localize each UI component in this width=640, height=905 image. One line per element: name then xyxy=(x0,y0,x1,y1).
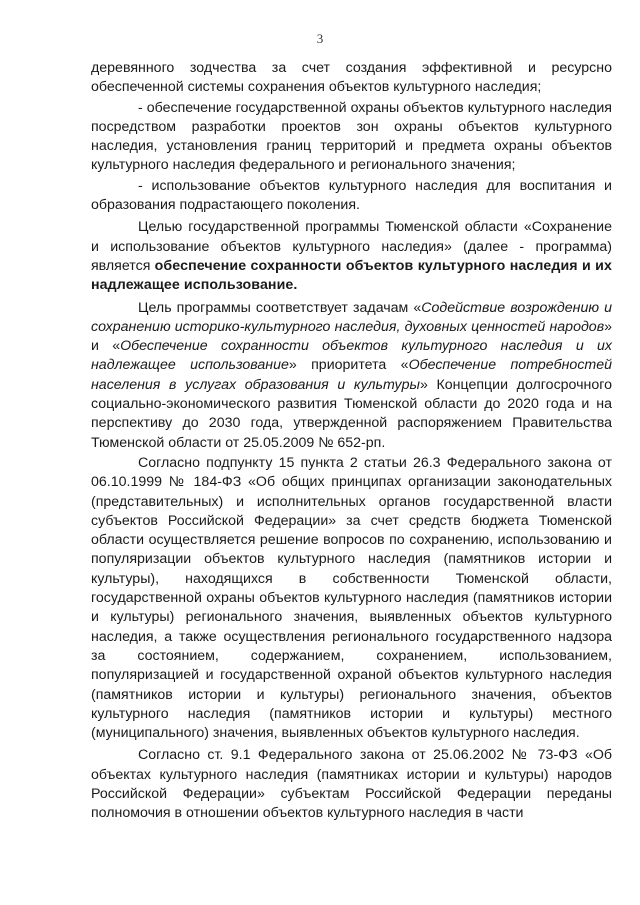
page-number: 3 xyxy=(316,31,324,46)
paragraph-2: - обеспечение государственной охраны объектов культурного наследия посредством разработки проектов зон охраны объектов культурного наследия, установления границ территорий и предмета охраны объектов культурного наследия федерального и регионального значения; xyxy=(91,99,612,174)
paragraph-4 xyxy=(91,218,612,295)
paragraph-6: Согласно подпункту 15 пункта 2 статьи 26.3 Федерального закона от 06.10.1999 № 184-ФЗ «Об общих принципах организации законодательных (представительных) и исполнительных органов государственной власти субъектов Российской Федерации» за счет средств бюджета Тюменской области осуществляется решение вопросов по сохранению, использованию и популяризации объектов культурного наследия (памятников истории и культуры), находящихся в собственности Тюменской области, государственной охраны объектов культурного наследия (памятников истории и культуры) регионального значения, выявленных объектов культурного наследия, а также осуществления регионального государственного надзора за состоянием, содержанием, сохранением, использованием, популяризацией и государственной охраной объектов культурного наследия (памятников истории и культуры) регионального значения, объектов культурного наследия (памятников истории и культуры) местного (муниципального) значения, выявленных объектов культурного наследия. xyxy=(91,454,612,742)
paragraph-3: - использование объектов культурного наследия для воспитания и образования подрастающего поколения. xyxy=(91,177,612,214)
paragraph-5-text-e: » приоритета « xyxy=(288,357,409,374)
document-body xyxy=(91,59,612,825)
paragraph-4-end: . xyxy=(293,277,298,294)
paragraph-5-text-g: » Концепции долгосрочного социально-экономического развития Тюменской области до 2020 года и на перспективу до 2030 года, утвержденной распоряжением Правительства Тюменской области от 25.05.2009 № 652-рп. xyxy=(91,376,612,451)
paragraph-5 xyxy=(91,299,612,453)
paragraph-4-bold: обеспечение сохранности объектов культурного наследия и их надлежащее использование xyxy=(91,257,612,294)
paragraph-5-text-c: » и « xyxy=(91,318,612,355)
paragraph-5-italic-d: Обеспечение сохранности объектов культурного наследия и их надлежащее использование xyxy=(91,338,612,374)
paragraph-4-text: Целью государственной программы Тюменской области «Сохранение и использование объектов культурного наследия» (далее - программа) является xyxy=(91,219,612,274)
paragraph-5-text-a: Цель программы соответствует задачам « xyxy=(138,299,422,316)
paragraph-5-italic-f: Обеспечение потребностей населения в услугах образования и культуры xyxy=(91,357,613,393)
paragraph-7: Согласно ст. 9.1 Федерального закона от 25.06.2002 № 73-ФЗ «Об объектах культурного наследия (памятниках истории и культуры) народов Российской Федерации» субъектам Российской Федерации переданы полномочия в отношении объектов культурного наследия в части xyxy=(91,747,612,822)
paragraph-1: деревянного зодчества за счет создания эффективной и ресурсно обеспеченной системы сохранения объектов культурного наследия; xyxy=(91,60,612,96)
paragraph-5-italic-b: Содействие возрождению и сохранению историко-культурного наследия, духовных ценностей народов xyxy=(91,299,612,335)
